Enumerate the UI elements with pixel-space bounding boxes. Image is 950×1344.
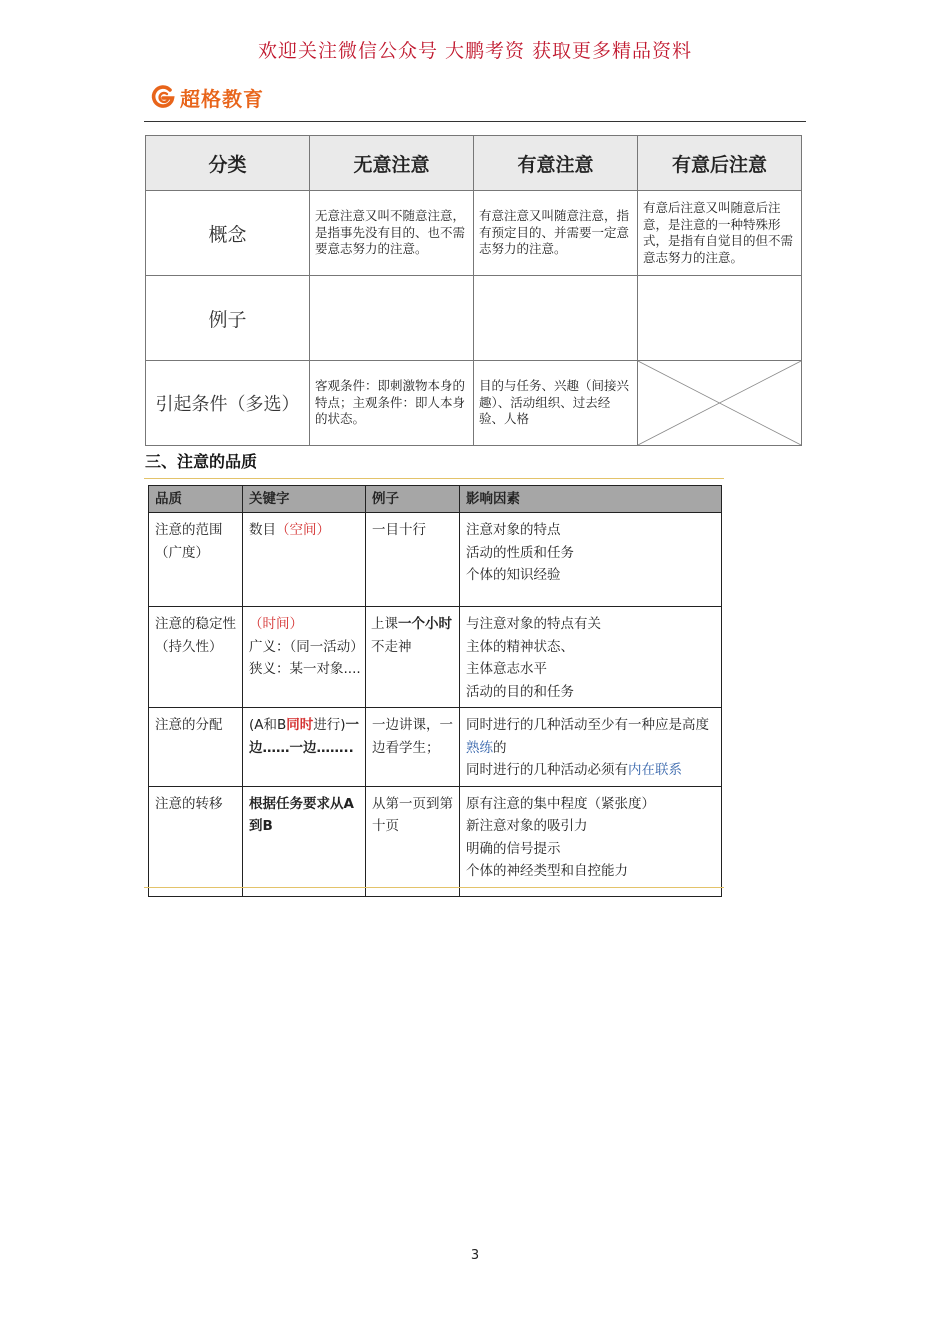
table-cell	[474, 276, 638, 361]
factor-item: 同时进行的几种活动至少有一种应是高度	[466, 717, 709, 733]
keyword-highlight: （空间）	[276, 522, 330, 538]
factor-item: 活动的性质和任务	[466, 544, 574, 561]
factor-item: 与注意对象的特点有关	[466, 616, 601, 632]
promo-banner: 欢迎关注微信公众号 大鹏考资 获取更多精品资料	[257, 40, 693, 62]
table-cell: 目的与任务、兴趣（间接兴趣）、活动组织、过去经验、人格	[474, 361, 638, 446]
keyword-emphasis: 一	[345, 717, 360, 733]
header-cell: 有意注意	[474, 136, 638, 191]
example-cell	[366, 786, 460, 896]
factor-item: 个体的知识经验	[466, 567, 561, 583]
factor-highlight: 内在联系	[628, 762, 682, 778]
quality-cell	[149, 607, 243, 708]
keyword-text: 进行)	[313, 717, 346, 733]
row-label: 引起条件（多选）	[146, 361, 310, 446]
table-row	[146, 276, 802, 361]
factors-cell	[460, 607, 722, 708]
factor-item: 新注意对象的吸引力	[466, 818, 588, 834]
row-label: 概念	[146, 191, 310, 276]
logo-text: 超格教育	[180, 86, 264, 111]
quality-cell	[149, 708, 243, 787]
keyword-text: (A和B	[249, 717, 287, 733]
table-row	[149, 607, 722, 708]
header-cell: 有意后注意	[638, 136, 802, 191]
row-label: 例子	[146, 276, 310, 361]
header-cell: 品质	[149, 486, 243, 513]
page-number: 3	[470, 1248, 480, 1263]
quality-cell	[149, 786, 243, 896]
table-header-row	[149, 486, 722, 513]
attention-qualities-table	[148, 485, 722, 897]
example-emphasis: 一个小时	[398, 616, 452, 632]
factor-item: 个体的神经类型和自控能力	[466, 863, 628, 879]
keyword-cell	[243, 786, 366, 896]
factor-item: 活动的目的和任务	[466, 683, 574, 700]
table-cell: 无意注意又叫不随意注意，是指事先没有目的、也不需要意志努力的注意。	[310, 191, 474, 276]
keyword-cell	[243, 708, 366, 787]
quality-name: 注意的转移	[155, 795, 223, 812]
keyword-emphasis: 根据任务要求从A	[249, 795, 354, 812]
keyword-emphasis: 到B	[249, 818, 273, 834]
table-row	[146, 361, 802, 446]
table-row	[149, 708, 722, 787]
keyword-highlight: 同时	[286, 717, 314, 733]
table-row	[146, 191, 802, 276]
example-text: 一目十行	[372, 522, 426, 538]
example-text: 边看学生；	[372, 739, 440, 756]
example-text: 不走神	[371, 638, 412, 655]
table-cell	[638, 276, 802, 361]
brand-logo	[150, 82, 264, 112]
table-cell: 有意后注意又叫随意后注意，是注意的一种特殊形式，是指有自觉目的但不需意志努力的注意。	[638, 191, 802, 276]
section-divider	[144, 478, 724, 479]
factor-item: 同时进行的几种活动必须有	[466, 762, 628, 778]
factor-item: 注意对象的特点	[466, 522, 561, 538]
quality-alias: （广度）	[155, 544, 209, 561]
quality-name: 注意的稳定性	[155, 616, 236, 632]
factor-item: 主体的精神状态、	[466, 638, 574, 655]
section-title: 三、注意的品质	[145, 452, 258, 471]
factor-item: 的	[493, 739, 507, 756]
crossed-out-cell	[638, 361, 802, 446]
example-text: 十页	[372, 818, 399, 834]
example-text: 一边讲课，一	[372, 717, 453, 733]
header-cell: 无意注意	[310, 136, 474, 191]
keyword-text: 广义：（同一活动）	[249, 638, 364, 655]
keyword-text: 数目	[249, 522, 276, 538]
factor-item: 原有注意的集中程度（紧张度）	[466, 795, 655, 812]
keyword-text: 狭义：某一对象....	[249, 661, 361, 677]
factor-item: 明确的信号提示	[466, 840, 561, 857]
attention-types-table	[145, 135, 802, 446]
table-cell	[310, 276, 474, 361]
keyword-highlight: （时间）	[249, 616, 303, 632]
header-cell: 影响因素	[460, 486, 722, 513]
example-cell	[366, 513, 460, 607]
factors-cell	[460, 513, 722, 607]
header-cell: 关键字	[243, 486, 366, 513]
factors-cell	[460, 708, 722, 787]
factor-item: 主体意志水平	[466, 661, 547, 677]
factors-cell	[460, 786, 722, 896]
table-cell: 客观条件：即刺激物本身的特点；主观条件：即人本身的状态。	[310, 361, 474, 446]
quality-name: 注意的范围	[155, 522, 223, 538]
table-bottom-divider	[144, 887, 724, 888]
table-row	[149, 786, 722, 896]
keyword-emphasis: 边……一边……..	[249, 739, 354, 756]
keyword-cell	[243, 513, 366, 607]
example-cell	[366, 708, 460, 787]
header-divider	[144, 121, 806, 122]
table-cell: 有意注意又叫随意注意，指有预定目的、并需要一定意志努力的注意。	[474, 191, 638, 276]
header-cell: 分类	[146, 136, 310, 191]
example-text: 上课	[371, 616, 398, 632]
quality-name: 注意的分配	[155, 717, 223, 733]
factor-highlight: 熟练	[466, 739, 493, 756]
example-cell	[366, 607, 460, 708]
cross-mark-icon	[638, 361, 801, 445]
example-text: 从第一页到第	[372, 795, 453, 812]
g-logo-icon	[150, 84, 176, 110]
quality-alias: （持久性）	[155, 638, 223, 655]
table-header-row	[146, 136, 802, 191]
header-cell: 例子	[366, 486, 460, 513]
keyword-cell	[243, 607, 366, 708]
table-row	[149, 513, 722, 607]
quality-cell	[149, 513, 243, 607]
